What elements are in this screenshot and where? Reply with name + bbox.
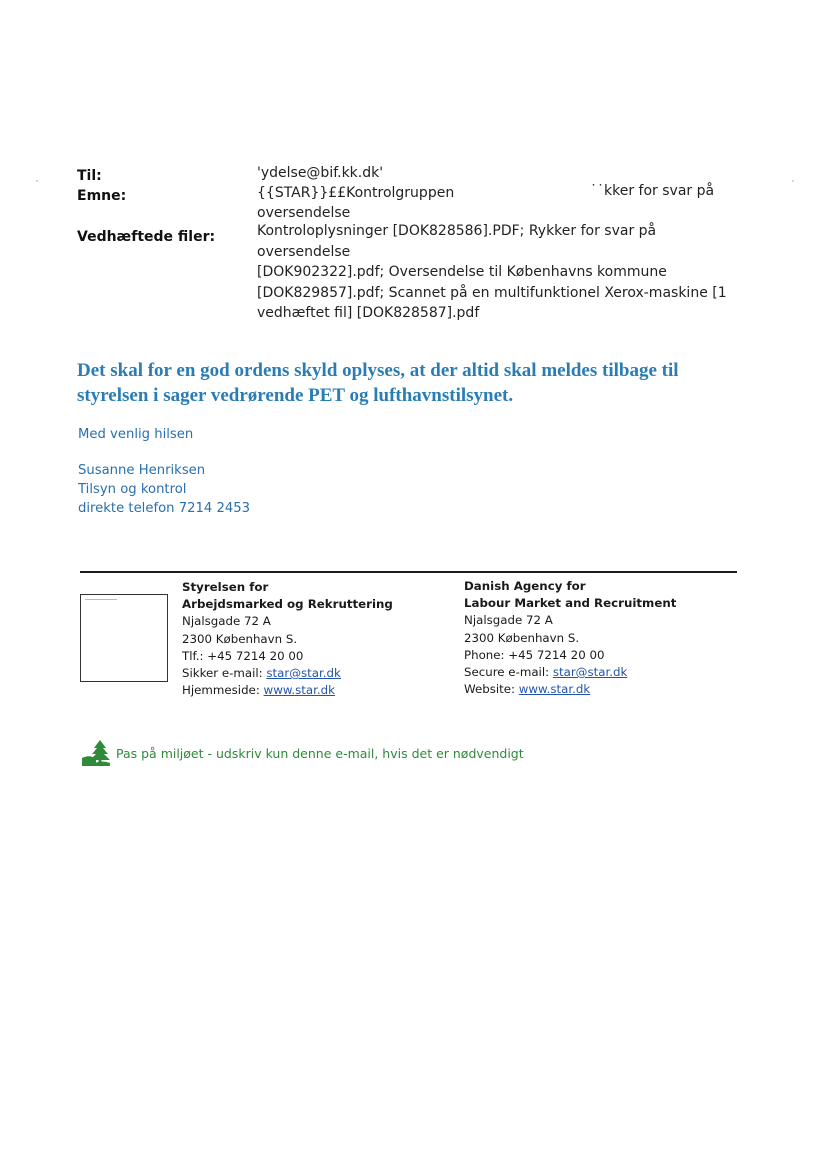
footer-phone: Tlf.: +45 7214 20 00 bbox=[182, 648, 304, 663]
subject-value-line2: oversendelse bbox=[257, 205, 351, 221]
attachments-line: [DOK902322].pdf; Oversendelse til Københavns kommune bbox=[257, 264, 667, 280]
to-label: Til: bbox=[77, 168, 102, 184]
signature-name: Susanne Henriksen bbox=[78, 463, 206, 478]
attachments-label: Vedhæftede filer: bbox=[77, 229, 216, 245]
footer-web-row bbox=[464, 681, 676, 698]
footer-email-link[interactable]: star@star.dk bbox=[266, 666, 341, 681]
notice-text bbox=[77, 358, 737, 408]
scan-speck bbox=[792, 180, 794, 182]
scan-speck bbox=[36, 180, 38, 182]
signature-department: Tilsyn og kontrol bbox=[78, 482, 187, 497]
attachments-line: vedhæftet fil] [DOK828587].pdf bbox=[257, 305, 480, 321]
footer-email-row bbox=[464, 664, 676, 681]
subject-value-part2: ˙˙kker for svar på bbox=[590, 183, 715, 199]
to-value: 'ydelse@bif.kk.dk' bbox=[257, 165, 384, 181]
subject-value-part1: {{STAR}}££Kontrolgruppen bbox=[257, 185, 455, 201]
signature-block bbox=[78, 461, 250, 518]
footer-divider bbox=[80, 571, 737, 573]
tree-icon-graphic bbox=[82, 739, 112, 767]
footer-email-label: Secure e-mail: bbox=[464, 665, 550, 680]
footer-city: 2300 København S. bbox=[464, 630, 580, 645]
footer-web-link[interactable]: www.star.dk bbox=[518, 682, 591, 697]
footer-web-link[interactable]: www.star.dk bbox=[263, 683, 335, 698]
footer-web-row bbox=[182, 682, 393, 699]
footer-street: Njalsgade 72 A bbox=[464, 613, 553, 628]
attachments-line: [DOK829857].pdf; Scannet på en multifunktionel Xerox-maskine [1 bbox=[257, 284, 727, 301]
footer-web-label: Website: bbox=[464, 682, 516, 697]
signature-phone: direkte telefon 7214 2453 bbox=[78, 501, 251, 516]
footer-phone: Phone: +45 7214 20 00 bbox=[464, 647, 605, 662]
footer-org-line: Arbejdsmarked og Rekruttering bbox=[182, 597, 393, 612]
agency-logo-placeholder bbox=[80, 594, 168, 682]
notice-line: Det skal for en god ordens skyld oplyses, at der altid skal meldes tilbage til bbox=[77, 360, 679, 381]
footer-org-line: Labour Market and Recruitment bbox=[464, 596, 677, 611]
footer-web-label: Hjemmeside: bbox=[182, 683, 260, 698]
subject-label: Emne: bbox=[77, 188, 127, 204]
attachments-line: Kontroloplysninger [DOK828586].PDF; Rykker for svar på oversendelse bbox=[257, 223, 657, 260]
footer-email-link[interactable]: star@star.dk bbox=[552, 665, 628, 680]
footer-street: Njalsgade 72 A bbox=[182, 614, 271, 629]
footer-city: 2300 København S. bbox=[182, 631, 298, 646]
footer-email-row bbox=[182, 665, 393, 682]
notice-line: styrelsen i sager vedrørende PET og lufthavnstilsynet. bbox=[77, 385, 514, 406]
eco-note: Pas på miljøet - udskriv kun denne e-mail, hvis det er nødvendigt bbox=[116, 746, 524, 761]
footer-email-label: Sikker e-mail: bbox=[182, 666, 263, 681]
footer-org-line: Danish Agency for bbox=[464, 579, 586, 593]
footer-english bbox=[464, 578, 676, 698]
footer-danish bbox=[182, 579, 393, 699]
attachments-list bbox=[257, 221, 737, 324]
tree-icon bbox=[82, 739, 112, 767]
greeting: Med venlig hilsen bbox=[78, 427, 194, 442]
logo-scan-mark bbox=[85, 599, 117, 600]
footer-org-line: Styrelsen for bbox=[182, 580, 269, 594]
